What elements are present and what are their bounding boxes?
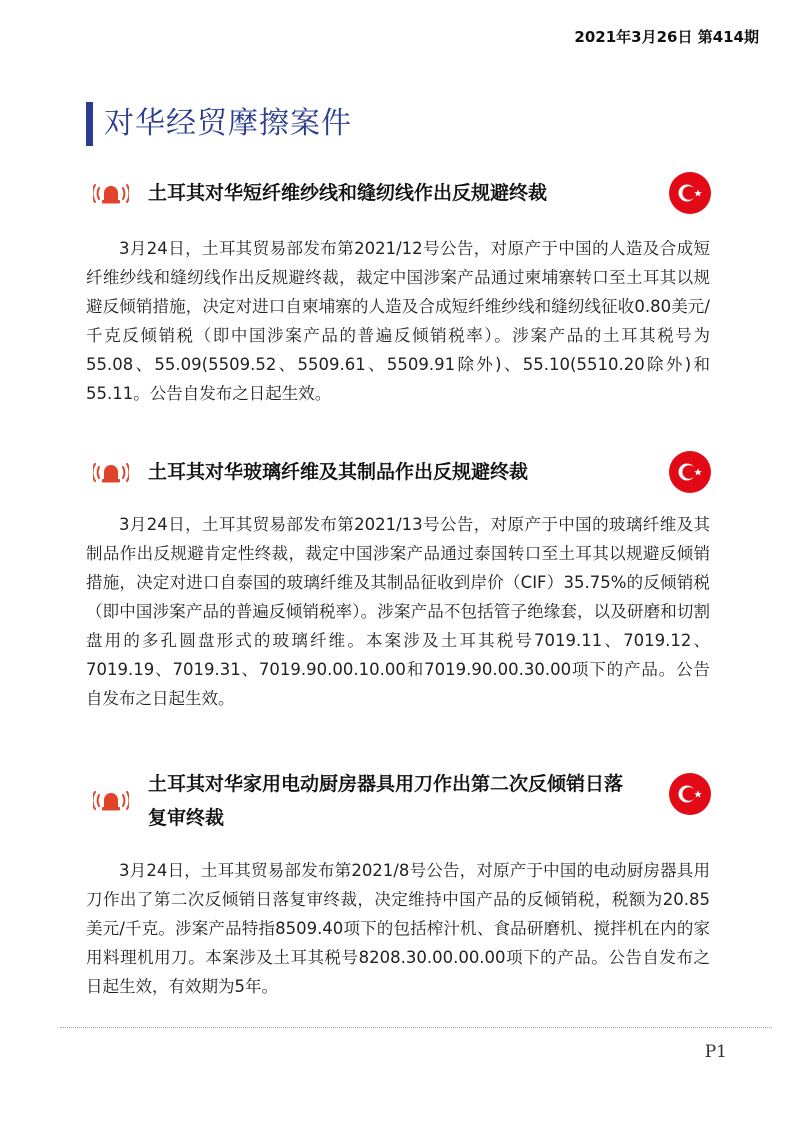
article-title: 土耳其对华短纤维纱线和缝纫线作出反规避终裁 <box>148 182 548 204</box>
article-title: 土耳其对华玻璃纤维及其制品作出反规避终裁 <box>148 461 529 483</box>
article-body: 3月24日，土耳其贸易部发布第2021/13号公告，对原产于中国的玻璃纤维及其制品作出反规避肯定性终裁，裁定中国涉案产品通过泰国转口至土耳其以规避反倾销措施，决定对进口自泰国的玻璃纤维及其制品征收到岸价（CIF）35.75%的反倾销税（即中国涉案产品的普遍反倾销税率）。涉案产品不包括管子绝缘套，以及研磨和切割盘用的多孔圆盘形式的玻璃纤维。本案涉及土耳其税号7019.11、7019.12、7019.19、7019.31、7019.90.00.10.00和7019.90.00.30.00项下的产品。公告自发布之日起生效。 <box>86 515 710 708</box>
article-body: 3月24日，土耳其贸易部发布第2021/8号公告，对原产于中国的电动厨房器具用刀作出了第二次反倾销日落复审终裁，决定维持中国产品的反倾销税，税额为20.85美元/千克。涉案产品特指8509.40项下的包括榨汁机、食品研磨机、搅拌机在内的家用料理机用刀。本案涉及土耳其税号8208.30.00.00.00项下的产品。公告自发布之日起生效，有效期为5年。 <box>86 861 710 996</box>
turkey-flag-icon <box>668 171 712 215</box>
footer-divider <box>60 1027 772 1028</box>
section-accent-bar <box>86 102 93 146</box>
turkey-flag-icon <box>668 772 712 816</box>
section-title: 对华经贸摩擦案件 <box>104 106 352 141</box>
article-title: 土耳其对华家用电动厨房器具用刀作出第二次反倾销日落复审终裁 <box>148 773 624 829</box>
alarm-bell-icon <box>93 460 129 484</box>
issue-date: 2021年3月26日 第414期 <box>574 28 759 46</box>
turkey-flag-icon <box>668 450 712 494</box>
page-number: P1 <box>704 1042 727 1062</box>
alarm-bell-icon <box>93 181 129 205</box>
article-body: 3月24日，土耳其贸易部发布第2021/12号公告，对原产于中国的人造及合成短纤维纱线和缝纫线作出反规避终裁，裁定中国涉案产品通过柬埔寨转口至土耳其以规避反倾销措施，决定对进口自柬埔寨的人造及合成短纤维纱线和缝纫线征收0.80美元/千克反倾销税（即中国涉案产品的普遍反倾销税率）。涉案产品的土耳其税号为55.08、55.09(5509.52、5509.61、5509.91除外)、55.10(5510.20除外)和55.11。公告自发布之日起生效。 <box>86 239 710 403</box>
alarm-bell-icon <box>93 788 129 812</box>
